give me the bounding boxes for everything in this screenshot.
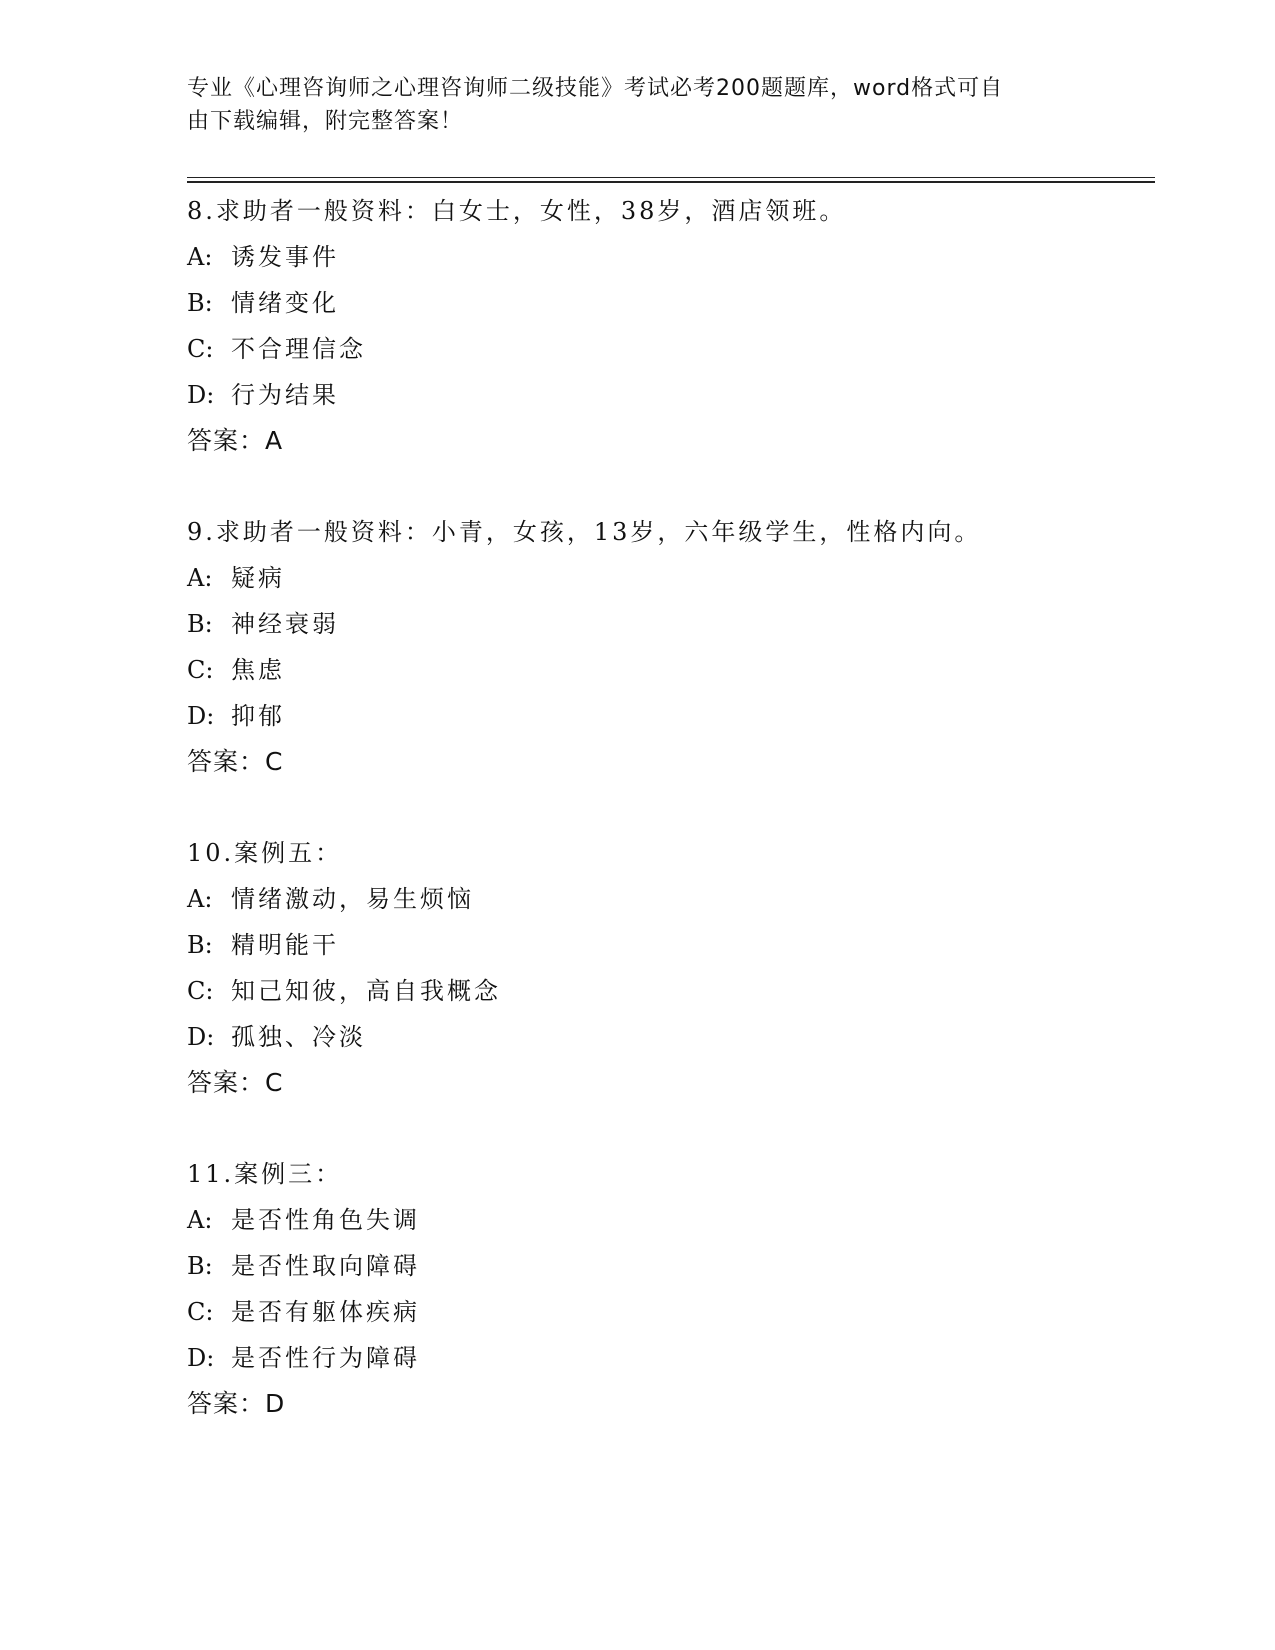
option-d (187, 372, 1167, 418)
answer-line: 答案：C (187, 747, 284, 776)
option-a (187, 555, 1167, 601)
question-list (187, 188, 1167, 1472)
question-stem: 8.求助者一般资料：白女士，女性，38岁，酒店领班。 (187, 197, 847, 225)
question-item (187, 830, 1167, 1106)
option-text: 孤独、冷淡 (231, 1023, 366, 1051)
option-text: 是否性角色失调 (231, 1206, 420, 1234)
option-text: 焦虑 (231, 656, 285, 684)
option-letter: A: (187, 564, 213, 592)
option-text: 神经衰弱 (231, 610, 339, 638)
option-a (187, 876, 1167, 922)
option-letter: C: (187, 656, 214, 684)
option-letter: D: (187, 702, 215, 730)
option-text: 诱发事件 (231, 243, 339, 271)
question-item (187, 509, 1167, 785)
option-letter: A: (187, 1206, 213, 1234)
header-line-1: 专业《心理咨询师之心理咨询师二级技能》考试必考200题题库，word格式可自 (187, 76, 1004, 101)
option-b (187, 601, 1167, 647)
question-stem: 10.案例五： (187, 839, 343, 867)
option-c (187, 1289, 1167, 1335)
option-text: 知己知彼，高自我概念 (231, 977, 501, 1005)
question-stem: 11.案例三： (187, 1160, 343, 1188)
option-letter: B: (187, 931, 213, 959)
answer-line: 答案：D (187, 1389, 286, 1418)
option-c (187, 968, 1167, 1014)
option-d (187, 1014, 1167, 1060)
option-text: 不合理信念 (231, 335, 366, 363)
option-letter: C: (187, 335, 214, 363)
answer-line: 答案：C (187, 1068, 284, 1097)
option-b (187, 922, 1167, 968)
question-item (187, 188, 1167, 464)
question-item (187, 1151, 1167, 1427)
option-letter: D: (187, 381, 215, 409)
option-c (187, 326, 1167, 372)
option-letter: D: (187, 1344, 215, 1372)
option-letter: B: (187, 1252, 213, 1280)
option-letter: D: (187, 1023, 215, 1051)
question-stem: 9.求助者一般资料：小青，女孩，13岁，六年级学生，性格内向。 (187, 518, 982, 546)
option-letter: A: (187, 885, 213, 913)
option-a (187, 1197, 1167, 1243)
option-d (187, 693, 1167, 739)
option-text: 情绪变化 (231, 289, 339, 317)
option-text: 抑郁 (231, 702, 285, 730)
option-letter: C: (187, 1298, 214, 1326)
header-divider-thin (187, 177, 1155, 178)
option-d (187, 1335, 1167, 1381)
header-line-2: 由下载编辑，附完整答案！ (187, 109, 464, 134)
option-a (187, 234, 1167, 280)
option-b (187, 1243, 1167, 1289)
option-text: 是否有躯体疾病 (231, 1298, 420, 1326)
option-letter: B: (187, 610, 213, 638)
option-text: 行为结果 (231, 381, 339, 409)
option-b (187, 280, 1167, 326)
option-letter: A: (187, 243, 213, 271)
option-text: 情绪激动，易生烦恼 (231, 885, 474, 913)
answer-line: 答案：A (187, 426, 284, 455)
option-text: 疑病 (231, 564, 285, 592)
document-header (187, 72, 1067, 138)
option-letter: C: (187, 977, 214, 1005)
option-text: 是否性取向障碍 (231, 1252, 420, 1280)
option-text: 精明能干 (231, 931, 339, 959)
header-divider-thick (187, 181, 1155, 183)
option-letter: B: (187, 289, 213, 317)
option-c (187, 647, 1167, 693)
option-text: 是否性行为障碍 (231, 1344, 420, 1372)
